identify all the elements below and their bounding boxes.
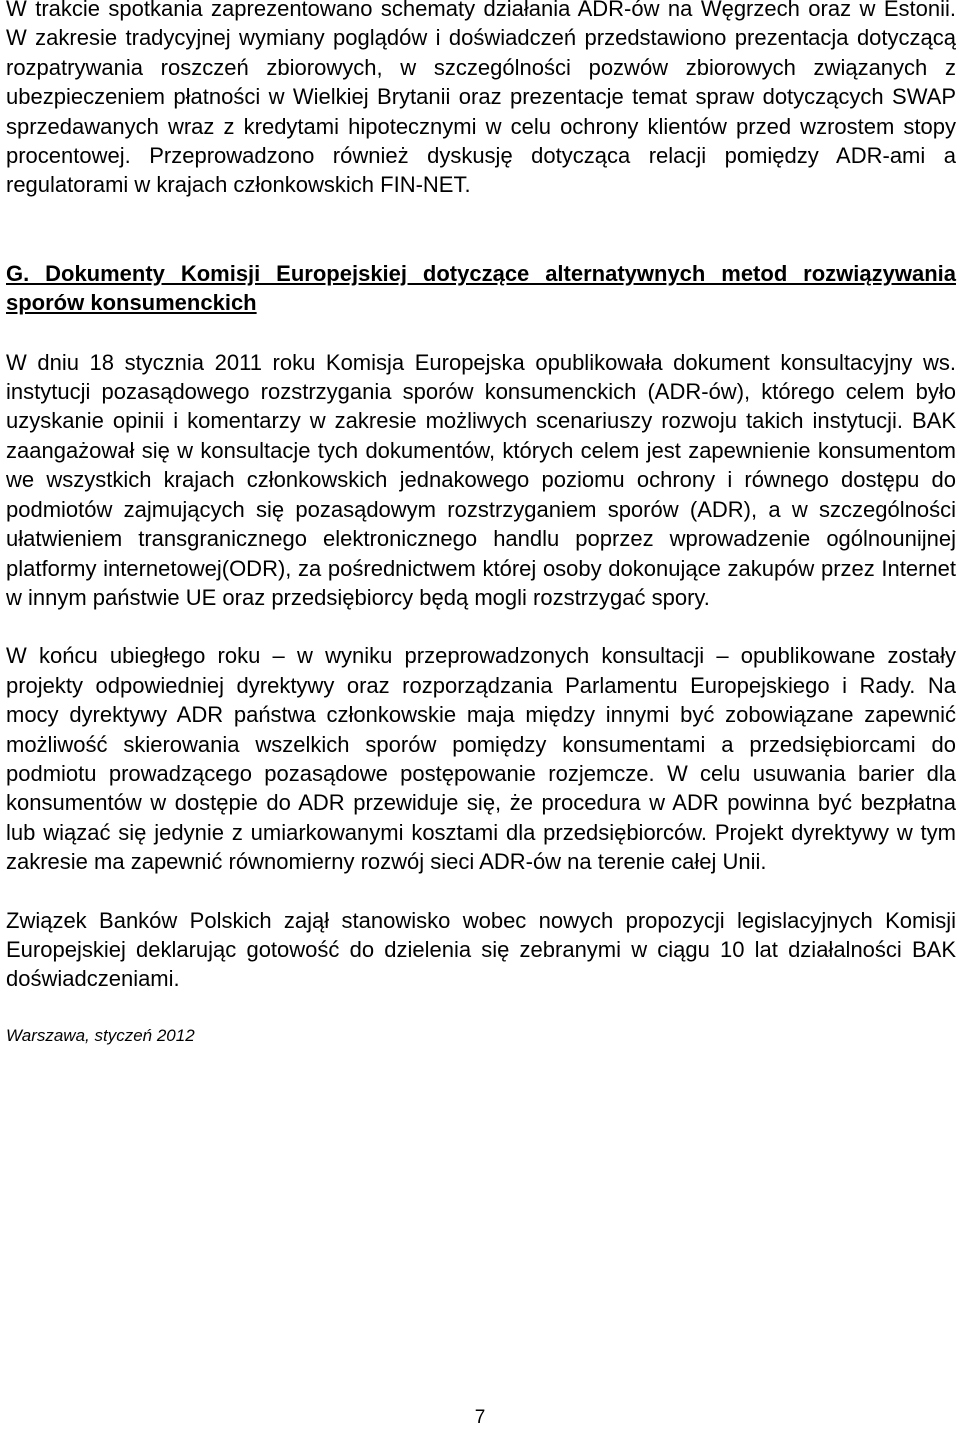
place-and-date: Warszawa, styczeń 2012 — [6, 1025, 195, 1045]
paragraph-consultation: W dniu 18 stycznia 2011 roku Komisja Europejska opublikowała dokument konsultacyjny ws. instytucji pozasądowego rozstrzygania sporów konsumenckich (ADR-ów), którego celem było uzyskanie opinii i komentarzy w zakresie możliwych scenariuszy rozwoju takich instytucji. BAK zaangażował się w konsultacje tych dokumentów, których celem jest zapewnienie konsumentom we wszystkich krajach członkowskich jednakowego poziomu ochrony i równego dostępu do podmiotów zajmujących się pozasądowym rozstrzyganiem sporów (ADR), a w szczególności ułatwieniem transgranicznego elektronicznego handlu poprzez wprowadzenie ogólnounijnej platformy internetowej(ODR), za pośrednictwem której osoby dokonujące zakupów przez Internet w innym państwie UE oraz przedsiębiorcy będą mogli rozstrzygać spory. — [6, 349, 956, 610]
page-number: 7 — [474, 1407, 486, 1428]
paragraph-draft-directive: W końcu ubiegłego roku – w wyniku przeprowadzonych konsultacji – opublikowane zostały projekty odpowiedniej dyrektywy oraz rozporządzania Parlamentu Europejskiego i Rady. Na mocy dyrektywy ADR państwa członkowskie maja między innymi być zobowiązane zapewnić możliwość skierowania wszelkich sporów pomiędzy konsumentami a przedsiębiorcami do podmiotu prowadzącego pozasądowe postępowanie rozjemcze. W celu usuwania barier dla konsumentów w dostępie do ADR przewiduje się, że procedura w ADR powinna być bezpłatna lub wiązać się jedynie z umiarkowanymi kosztami dla przedsiębiorców. Projekt dyrektywy w tym zakresie ma zapewnić równomierny rozwój sieci ADR-ów na terenie całej Unii. — [6, 643, 956, 875]
document-page — [6, 0, 956, 1048]
section-heading-g: G. Dokumenty Komisji Europejskiej dotyczące alternatywnych metod rozwiązywania sporów konsumenckich — [6, 260, 956, 316]
paragraph-fin-net-meeting: W trakcie spotkania zaprezentowano schematy działania ADR-ów na Węgrzech oraz w Estonii. W zakresie tradycyjnej wymiany poglądów i doświadczeń przedstawiono prezentacja dotyczącą rozpatrywania roszczeń zbiorowych, w szczególności pozwów zbiorowych związanych z ubezpieczeniem płatności w Wielkiej Brytanii oraz prezentacje temat spraw dotyczących SWAP sprzedawanych wraz z kredytami hipotecznymi w celu ochrony klientów przed wzrostem stopy procentowej. Przeprowadzono również dyskusję dotycząca relacji pomiędzy ADR-ami a regulatorami w krajach członkowskich FIN-NET. — [6, 0, 956, 198]
paragraph-zbp-position: Związek Banków Polskich zajął stanowisko wobec nowych propozycji legislacyjnych Komisji Europejskiej deklarując gotowość do dzielenia się zebranymi w ciągu 10 lat działalności BAK doświadczeniami. — [6, 907, 956, 992]
